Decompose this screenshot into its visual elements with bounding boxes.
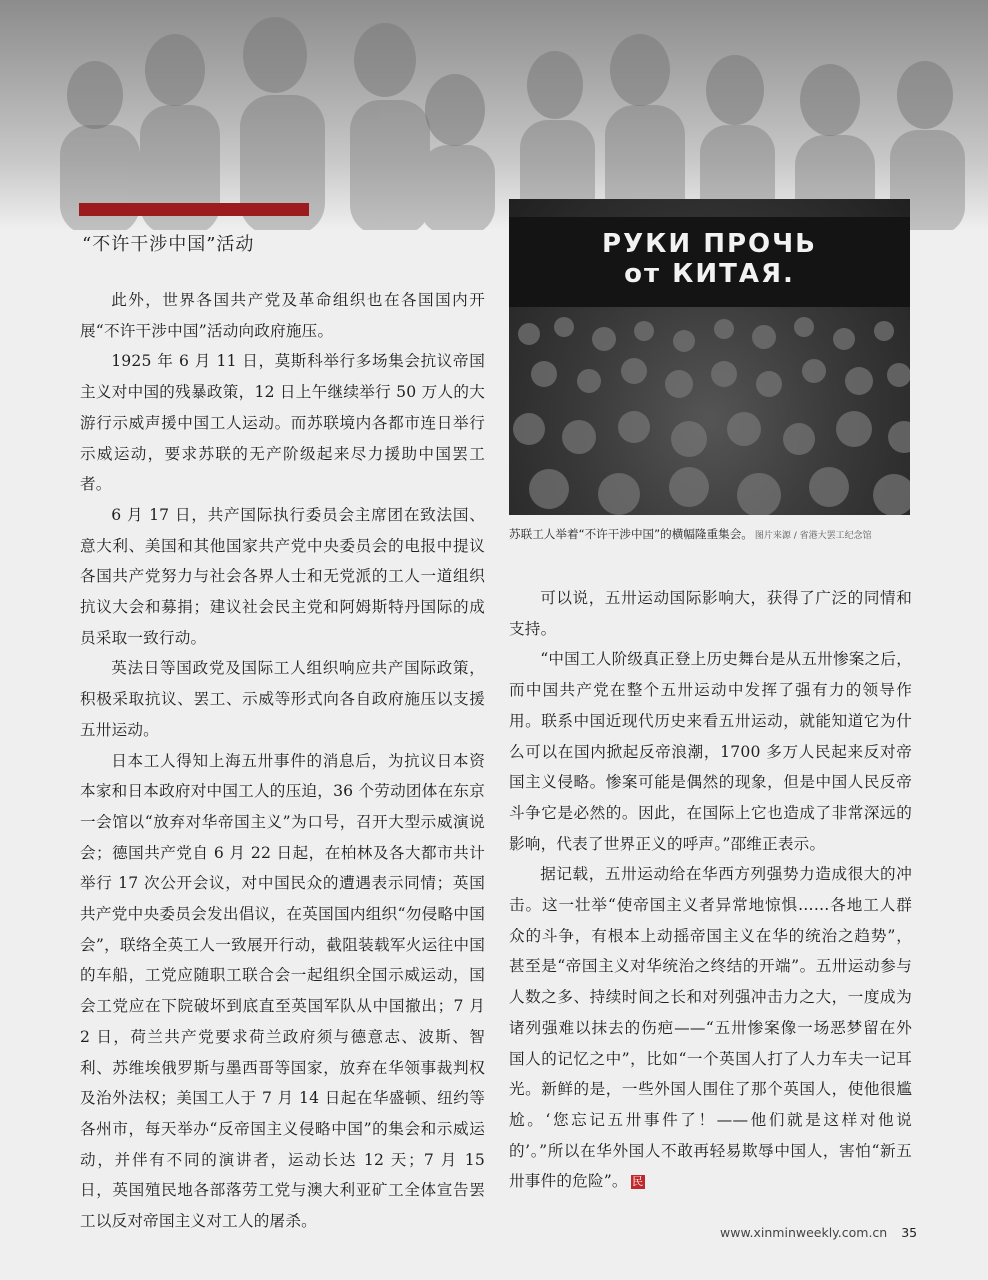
banner-line: от КИТАЯ. [624,259,795,289]
paragraph: 英法日等国政党及国际工人组织响应共产国际政策，积极采取抗议、罢工、示威等形式向各自政府施压以支援五卅运动。 [80,659,485,739]
page-footer [720,1225,917,1240]
page-number: 35 [901,1225,918,1240]
relief-figures-graphic [0,0,988,230]
photo-credit: 图片来源 / 省港大罢工纪念馆 [754,531,872,541]
section-accent-bar [79,203,309,216]
paragraph: 可以说，五卅运动国际影响大，获得了广泛的同情和支持。 [509,589,912,638]
caption-text: 苏联工人举着“不许干涉中国”的横幅隆重集会。 [509,527,753,541]
left-article-column [80,285,485,1237]
relief-sculpture-header [0,0,988,230]
right-article-column [509,583,912,1197]
paragraph-text: 据记载，五卅运动给在华西方列强势力造成很大的冲击。这一壮举“使帝国主义者异常地惊惧……各地工人群众的斗争，有根本上动摇帝国主义在华的统治之趋势”，甚至是“帝国主义对华统治之终结的开端”。五卅运动参与人数之多、持续时间之长和对列强冲击力之大，一度成为诸列强难以抹去的伤疤——“五卅惨案像一场恶梦留在外国人的记忆之中”，比如“一个英国人打了人力车夫一记耳光。新鲜的是，一些外国人围住了那个英国人，使他很尴尬。‘您忘记五卅事件了！——他们就是这样对他说的’。”所以在华外国人不敢再轻易欺辱中国人，害怕“新五卅事件的危险”。 [509,865,912,1191]
banner-line: РУКИ ПРОЧЬ [602,229,817,259]
photo-caption [509,526,919,542]
paragraph: “中国工人阶级真正登上历史舞台是从五卅惨案之后，而中国共产党在整个五卅运动中发挥了强有力的领导作用。联系中国近现代历史来看五卅运动，就能知道它为什么可以在国内掀起反帝浪潮，1700 多万人民起来反对帝国主义侵略。惨案可能是偶然的现象，但是中国人民反帝斗争它是必然的。因此，在国际上它也造成了非常深远的影响，代表了世界正义的呼声。”邵维正表示。 [509,650,912,853]
banner [509,229,910,289]
paragraph: 6 月 17 日，共产国际执行委员会主席团在致法国、意大利、美国和其他国家共产党中央委员会的电报中提议各国共产党努力与社会各界人士和无党派的工人一道组织抗议大会和募捐；建议社会民主党和阿姆斯特丹国际的成员采取一致行动。 [80,505,485,647]
paragraph: 日本工人得知上海五卅事件的消息后，为抗议日本资本家和日本政府对中国工人的压迫，36 个劳动团体在东京一会馆以“放弃对华帝国主义”为口号，召开大型示威演说会；德国共产党自 6 月 22 日起，在柏林及各大都市共计举行 17 次公开会议，对中国民众的遭遇表示同情；英国共产党中央委员会发出倡议，在英国国内组织“勿侵略中国会”，联络全英工人一致展开行动，截阻装载军火运往中国的车船，工党应随职工联合会一起组织全国示威运动，国会工党应在下院破坏到底直至英国军队从中国撤出；7 月 2 日，荷兰共产党要求荷兰政府须与德意志、波斯、智利、苏维埃俄罗斯与墨西哥等国家，放弃在华领事裁判权及治外法权；美国工人于 7 月 14 日起在华盛顿、纽约等各州市，每天举办“反帝国主义侵略中国”的集会和示威运动，并伴有不同的演讲者，运动长达 12 天；7 月 15 日，英国殖民地各部落劳工党与澳大利亚矿工全体宣告罢工以反对帝国主义对工人的屠杀。 [80,751,485,1231]
paragraph [509,859,912,1197]
paragraph: 此外，世界各国共产党及革命组织也在各国国内开展“不许干涉中国”活动向政府施压。 [80,291,485,340]
protest-photo [509,199,910,515]
section-title: “不许干涉中国”活动 [82,234,255,255]
paragraph: 1925 年 6 月 11 日，莫斯科举行多场集会抗议帝国主义对中国的残暴政策，12 日上午继续举行 50 万人的大游行示威声援中国工人运动。而苏联境内各都市连日举行示威运动，要求苏联的无产阶级起来尽力援助中国罢工者。 [80,352,485,494]
end-mark-icon: 民 [632,1175,644,1189]
website-url: www.xinminweekly.com.cn [720,1225,888,1240]
